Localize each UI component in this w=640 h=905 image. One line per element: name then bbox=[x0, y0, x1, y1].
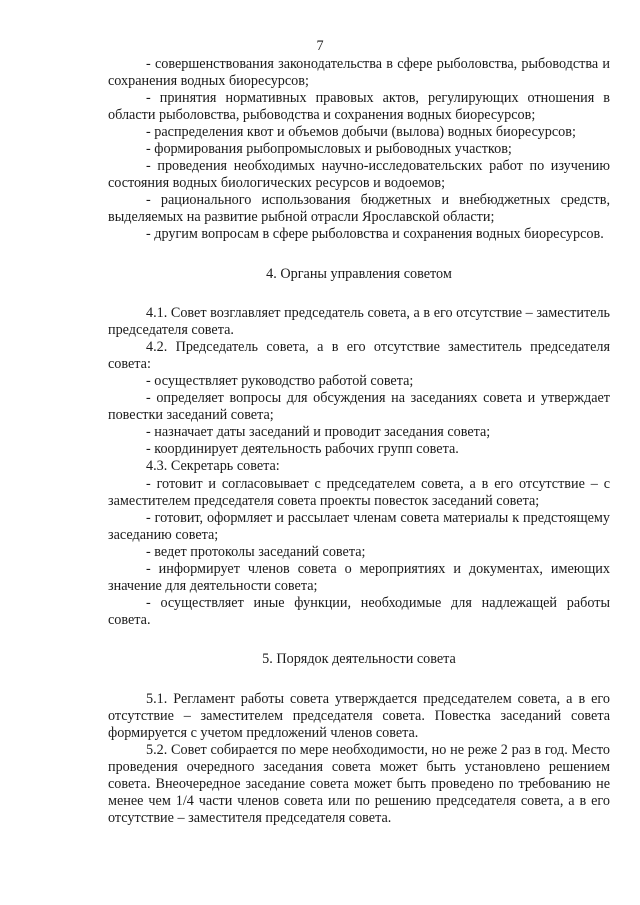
paragraph-4-3: 4.3. Секретарь совета: bbox=[146, 458, 280, 475]
page-number: 7 bbox=[316, 38, 324, 54]
list-item: - рационального использования бюджетных и внебюджетных средств, выделяемых на развитие рыбной отрасли Ярославской области; bbox=[108, 192, 610, 226]
list-item: - координирует деятельность рабочих групп совета. bbox=[146, 441, 459, 458]
list-item: - осуществляет руководство работой совета; bbox=[146, 373, 414, 389]
list-item: - информирует членов совета о мероприятиях и документах, имеющих значение для деятельности совета; bbox=[108, 561, 610, 595]
list-item: - назначает даты заседаний и проводит заседания совета; bbox=[146, 424, 491, 441]
paragraph-4-1: 4.1. Совет возглавляет председатель совета, а в его отсутствие – заместитель председателя совета. bbox=[108, 304, 610, 338]
paragraph-4-2: 4.2. Председатель совета, а в его отсутствие заместитель председателя совета: bbox=[108, 338, 610, 372]
list-item: - распределения квот и объемов добычи (вылова) водных биоресурсов; bbox=[146, 123, 576, 140]
list-item: - формирования рыбопромысловых и рыбоводных участков; bbox=[146, 140, 512, 157]
list-item: - проведения необходимых научно-исследовательских работ по изучению состояния водных биологических ресурсов и водоемов; bbox=[108, 158, 610, 192]
section-5-heading: 5. Порядок деятельности совета bbox=[262, 651, 456, 668]
list-item: - ведет протоколы заседаний совета; bbox=[146, 543, 366, 560]
paragraph-5-1: 5.1. Регламент работы совета утверждается председателем совета, а в его отсутствие – заместителем председателя совета. Повестка заседаний совета формируется с учетом предложений членов совета. bbox=[108, 690, 610, 741]
list-item: - определяет вопросы для обсуждения на заседаниях совета и утверждает повестки заседаний совета; bbox=[108, 390, 610, 424]
list-item: - другим вопросам в сфере рыболовства и сохранения водных биоресурсов. bbox=[146, 226, 604, 243]
list-item: - готовит, оформляет и рассылает членам совета материалы к предстоящему заседанию совета; bbox=[108, 509, 610, 543]
document-body bbox=[108, 56, 610, 828]
list-item: - совершенствования законодательства в сфере рыболовства, рыбоводства и сохранения водных биоресурсов; bbox=[108, 55, 610, 89]
list-item: - готовит и согласовывает с председателем совета, а в его отсутствие – с заместителем председателя совета проекты повесток заседаний совета; bbox=[108, 475, 610, 509]
section-4-heading: 4. Органы управления советом bbox=[266, 265, 452, 282]
list-item: - принятия нормативных правовых актов, регулирующих отношения в области рыболовства, рыбоводства и сохранения водных биоресурсов; bbox=[108, 89, 610, 123]
list-item: - осуществляет иные функции, необходимые для надлежащей работы совета. bbox=[108, 595, 610, 629]
paragraph-5-2: 5.2. Совет собирается по мере необходимости, но не реже 2 раз в год. Место проведения очередного заседания совета может быть установлено решением совета. Внеочередное заседание совета может быть проведено по требованию не менее чем 1/4 части членов совета или по решению председателя совета, а в его отсутствие – заместителя председателя совета. bbox=[108, 741, 610, 827]
